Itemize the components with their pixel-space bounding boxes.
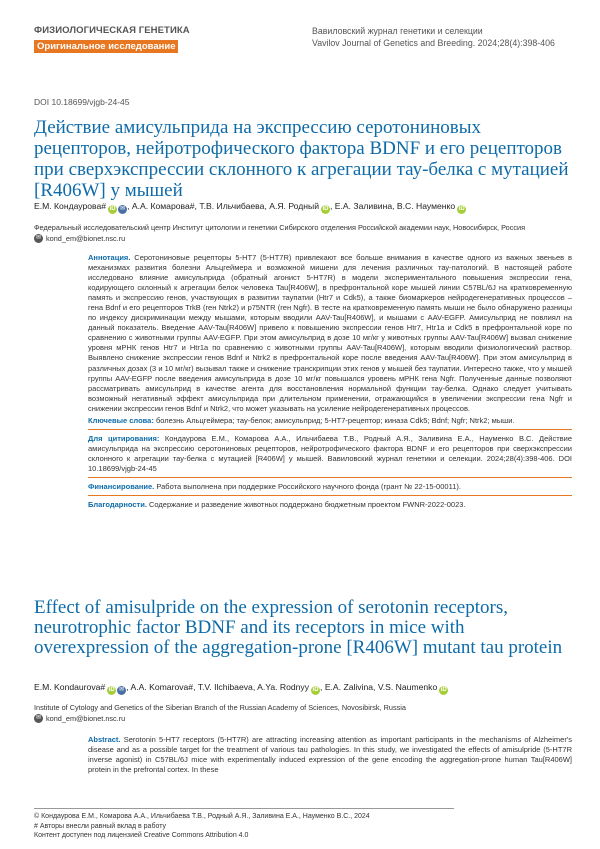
author: Е.А. Заливина,: [334, 201, 395, 211]
affiliation-text: Федеральный исследовательский центр Институт цитологии и генетики Сибирского отделения Российской академии наук, Новосибирск, Россия: [34, 223, 526, 232]
author: A.Ya. Rodnyy: [257, 682, 310, 692]
journal-header-right: [312, 25, 555, 49]
title-en: Effect of amisulpride on the expression of serotonin receptors, neurotrophic factor BDNF and its receptors in mice with overexpression of the aggregation-prone [R406W] mutant tau protein: [34, 597, 563, 658]
journal-category: ФИЗИОЛОГИЧЕСКАЯ ГЕНЕТИКА: [34, 25, 190, 36]
envelope-icon: ✉: [35, 235, 42, 241]
title-ru: Действие амисульприда на экспрессию серотониновых рецепторов, нейротрофического фактора BDNF и его рецепторов при сверхэкспрессии склонного к агрегации тау-белка с мутацией [R406W] у мышей: [34, 117, 569, 201]
author: E.M. Kondaurova#: [34, 682, 106, 692]
email-icon[interactable]: ✉: [119, 687, 125, 693]
email-line: [34, 713, 574, 724]
article-type-badge: Оригинальное исследование: [34, 40, 178, 53]
license: Контент доступен под лицензией Creative Commons Attribution 4.0: [34, 832, 249, 839]
abstract-text: Serotonin 5-HT7 receptors (5-HT7R) are attracting increasing attention as important participants in the mechanisms of Alzheimer's disease and as a possible target for the treatment of various tau pathologies. In this study, we investigated the effects of amisulpride (5-HT7R inverse agonist) in C57BL/6J mice with experimentally induced expression of the gene encoding the aggregation-prone human Tau[R406W] protein in the prefrontal cortex. In these: [88, 735, 572, 775]
orcid-icon[interactable]: iD: [109, 206, 116, 212]
orcid-icon[interactable]: iD: [458, 206, 465, 212]
author: E.A. Zalivina,: [324, 682, 376, 692]
author: А.Я. Родный: [269, 201, 320, 211]
orcid-icon[interactable]: iD: [322, 206, 329, 212]
equal-contribution-note: # Авторы внесли равный вклад в работу: [34, 822, 166, 830]
email-line: [34, 233, 574, 244]
abstract-label: Abstract.: [88, 735, 121, 744]
funding-text: Работа выполнена при поддержке Российского научного фонда (грант № 22-15-00011).: [156, 481, 461, 491]
author: A.A. Komarova#,: [130, 682, 196, 692]
orcid-icon[interactable]: iD: [440, 687, 447, 693]
envelope-icon: ✉: [35, 715, 42, 721]
author: Т.В. Ильчибаева: [199, 201, 265, 211]
keywords-label: Ключевые слова:: [88, 415, 154, 425]
footer-divider: [34, 808, 454, 809]
authors-en: E.M. Kondaurova# iD ✉ , A.A. Komarova#, T.V. Ilchibaeva, A.Ya. Rodnyy iD , E.A. Zalivina, V.S. Naumenko iD: [34, 682, 447, 693]
author: V.S. Naumenko: [377, 682, 438, 692]
authors-ru: Е.М. Кондаурова# iD ✉ , А.А. Комарова#, Т.В. Ильчибаева, А.Я. Родный iD , Е.А. Заливина, В.С. Науменко iD: [34, 201, 465, 212]
citation-section: [88, 434, 572, 474]
citation-text: Кондаурова Е.М., Комарова А.А., Ильчибаева Т.В., Родный А.Я., Заливина Е.А., Науменко В.С. Действие амисульприда на экспрессию серотониновых рецепторов, нейротрофического фактора BDNF и его рецепторов при сверхэкспрессии склонного к агрегации тау-белка с мутацией [R406W] у мышей. Вавиловский журнал генетики и селекции. 2024;28(4):398-406. DOI 10.18699/vjgb-24-45: [88, 433, 572, 473]
acknowledgements-label: Благодарности.: [88, 500, 147, 510]
email-link[interactable]: kond_em@bionet.nsc.ru: [46, 234, 126, 243]
doi[interactable]: DOI 10.18699/vjgb-24-45: [34, 97, 130, 107]
keywords-section: [88, 416, 572, 426]
acknowledgements-text: Содержание и разведение животных поддержано бюджетным проектом FWNR-2022-0023.: [149, 500, 466, 510]
abstract-ru: [88, 253, 572, 512]
affiliation-text: Institute of Cytology and Genetics of the Siberian Branch of the Russian Academy of Sciences, Novosibirsk, Russia: [34, 703, 406, 712]
author: А.А. Комарова#,: [131, 201, 197, 211]
author: Е.М. Кондаурова#: [34, 201, 107, 211]
journal-name-ru: Вавиловский журнал генетики и селекции: [312, 26, 483, 36]
acknowledgements-section: [88, 500, 572, 510]
journal-name-en: Vavilov Journal of Genetics and Breeding. 2024;28(4):398-406: [312, 38, 555, 48]
page-footer: [34, 808, 574, 841]
funding-section: [88, 482, 572, 492]
email-icon[interactable]: ✉: [120, 206, 126, 212]
orcid-icon[interactable]: iD: [312, 687, 319, 693]
abstract-section: [88, 253, 572, 414]
email-link[interactable]: kond_em@bionet.nsc.ru: [46, 714, 126, 723]
journal-header-left: [34, 25, 190, 54]
affiliation-ru: [34, 222, 574, 244]
abstract-en: [88, 735, 572, 775]
affiliation-en: [34, 702, 574, 724]
abstract-label: Аннотация.: [88, 253, 131, 262]
divider: [88, 495, 572, 496]
copyright: © Кондаурова Е.М., Комарова А.А., Ильчибаева Т.В., Родный А.Я., Заливина Е.А., Науменко В.С., 2024: [34, 813, 370, 820]
abstract-text: Серотониновые рецепторы 5-HT7 (5-HT7R) привлекают все больше внимания в качестве одного из важных звеньев в механизмах развития болезни Альцгеймера и возможной мишени для лечения различных тау-патологий. В настоящей работе исследовано влияние амисульприда (обратный агонист 5-HT7R) в модели экспериментального повышения экспрессии гена, кодирующего склонный к агрегации белок человека Tau[R406W], в префронтальной коре мышей линии C57BL/6J на кратковременную память и экспрессию генов, участвующих в развитии таупатии (Htr7 и Cdk5), а также биомаркеров нейродегенеративных процессов – гена Bdnf и его рецепторов TrkB (ген Ntrk2) и p75NTR (ген Ngfr). В тесте на кратковременную память мыши не было обнаружено разницы по индексу дискриминации между мышами, которым вводили AAV-Tau[R406W], и мышами с AAV-EGFP. Амисульприд не повлиял на данный показатель. Введение AAV-Tau[R406W] привело к повышению экспрессии генов Htr7, Htr1a и Cdk5 в префронтальной коре по сравнению с животными группы AAV-EGFP. При этом амисульприд в дозе 10 мг/кг у животных группы AAV-Tau[R406W] вызвал снижение уровня мРНК генов Htr7 и Htr1a по сравнению с животными группы AAV-Tau[R406W], которым вводили физиологический раствор. Выявлено снижение экспрессии генов Bdnf и Ntrk2 в префронтальной коре после введения AAV-Tau[R406W]. При этом амисульприд в различных дозах (3 и 10 мг/кг) вызывал также и снижение транскрипции этих генов у мышей без таупатии. Интересно также, что у мышей группы AAV-EGFP после введения амисульприда в дозе 10 мг/кг повышался уровень мРНК гена Ngfr. Полученные данные позволяют рассматривать амисульприд в качестве агента для восстановления нормальной функции тау-белка. Однако следует учитывать возможный негативный эффект амисульприда при длительном применении, отражающийся в увеличении экспрессии гена Ngfr и снижении экспрессии генов Bdnf и Ntrk2, что может указывать на усиление нейродегенеративных процессов.: [88, 253, 572, 413]
orcid-icon[interactable]: iD: [108, 687, 115, 693]
divider: [88, 477, 572, 478]
divider: [88, 429, 572, 430]
citation-label: Для цитирования:: [88, 433, 160, 443]
keywords-text: болезнь Альцгеймера; тау-белок; амисульприд; 5-HT7-рецептор; киназа Cdk5; Bdnf; Ngfr; Ntrk2; мыши.: [155, 415, 515, 425]
author: В.С. Науменко: [396, 201, 456, 211]
author: T.V. Ilchibaeva: [197, 682, 253, 692]
funding-label: Финансирование.: [88, 481, 155, 491]
